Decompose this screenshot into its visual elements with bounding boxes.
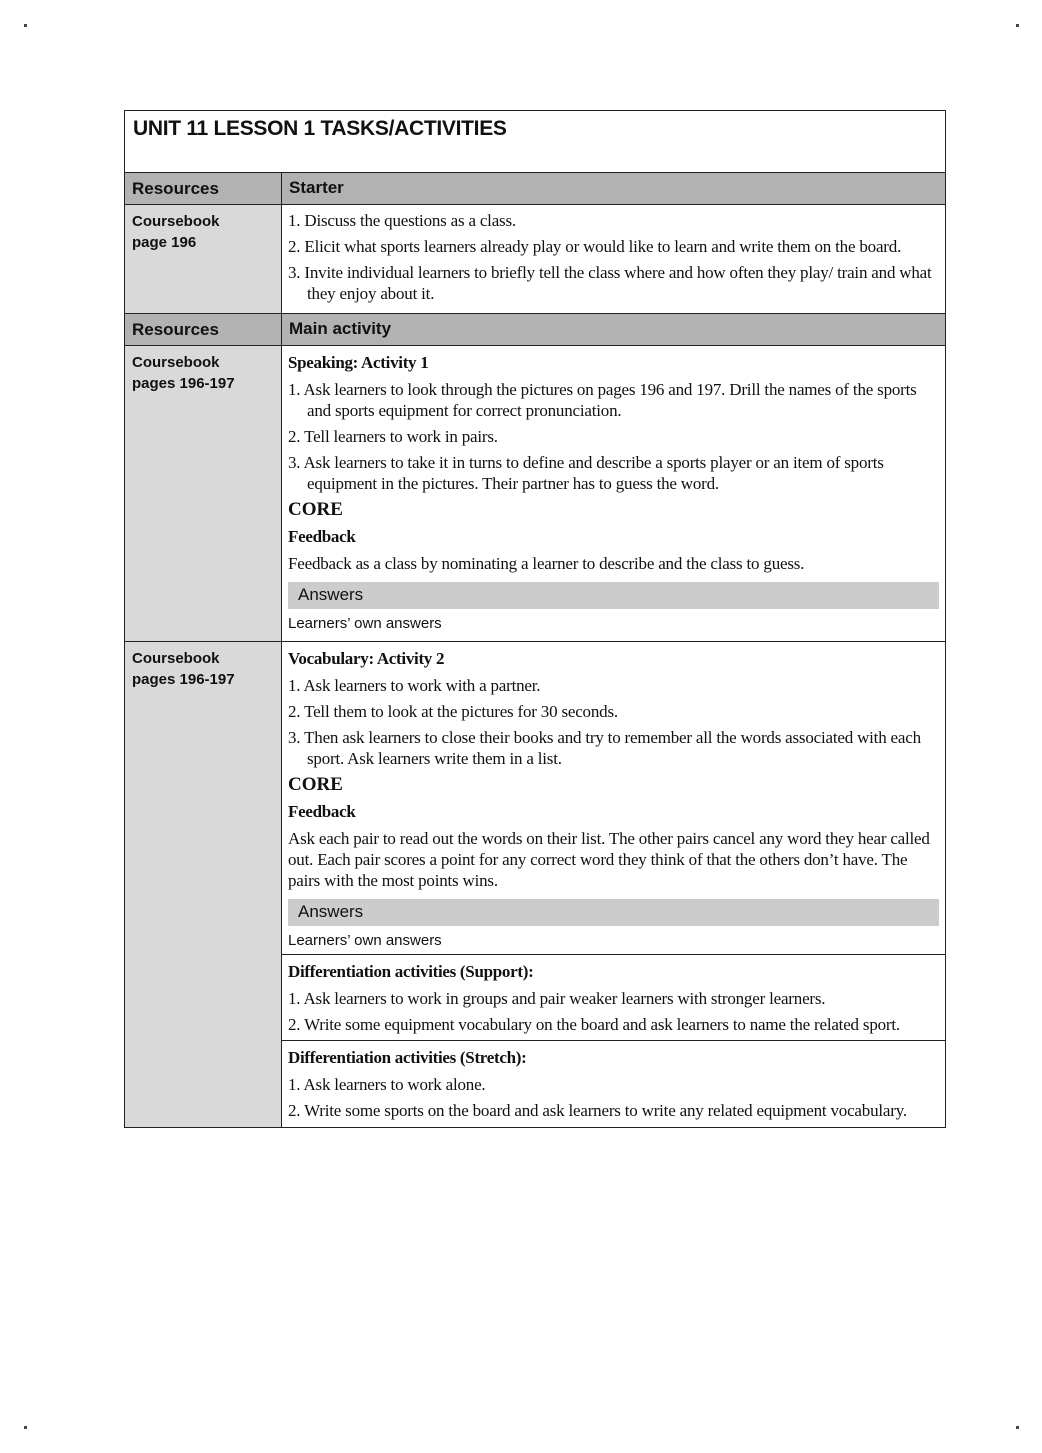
crop-mark <box>24 24 27 27</box>
core-label: CORE <box>288 774 343 795</box>
starter-resource: Coursebook page 196 <box>125 205 282 313</box>
list-item: 1. Ask learners to work alone. <box>288 1075 486 1094</box>
activity1-resource: Coursebook pages 196-197 <box>125 346 282 641</box>
stretch-section <box>282 1040 945 1121</box>
activity2-heading: Vocabulary: Activity 2 <box>288 649 445 668</box>
activity1-heading: Speaking: Activity 1 <box>288 353 429 372</box>
starter-content <box>282 205 945 313</box>
support-heading: Differentiation activities (Support): <box>288 962 534 981</box>
lesson-table <box>124 110 946 1128</box>
answers-label: Answers <box>288 582 939 609</box>
list-item: 3. Ask learners to take it in turns to define and describe a sports player or an item of sports equipment in the pictures. Their partner has to guess the word. <box>288 453 884 493</box>
list-item: 2. Write some equipment vocabulary on the board and ask learners to name the related sport. <box>288 1015 900 1034</box>
list-item: 3. Invite individual learners to briefly tell the class where and how often they play/ train and what they enjoy about it. <box>288 263 932 303</box>
answers-text: Learners’ own answers <box>288 615 442 632</box>
core-label: CORE <box>288 499 343 520</box>
resources-header: Resources <box>125 314 282 345</box>
starter-header-row <box>125 173 945 205</box>
list-item: 1. Ask learners to look through the pictures on pages 196 and 197. Drill the names of the sports and sports equipment for correct pronunciation. <box>288 380 917 420</box>
crop-mark <box>24 1426 27 1429</box>
feedback-heading: Feedback <box>288 802 356 821</box>
activity1-content <box>282 346 945 641</box>
feedback-text: Feedback as a class by nominating a learner to describe and the class to guess. <box>288 554 805 573</box>
crop-mark <box>1016 24 1019 27</box>
starter-row <box>125 205 945 314</box>
page-title: UNIT 11 LESSON 1 TASKS/ACTIVITIES <box>125 111 945 173</box>
list-item: 2. Tell learners to work in pairs. <box>288 427 498 446</box>
answers-text: Learners’ own answers <box>288 932 442 949</box>
feedback-text: Ask each pair to read out the words on their list. The other pairs cancel any word they hear called out. Each pair scores a point for any correct word they think of that the others don’t have. The pairs with the most points wins. <box>288 829 930 890</box>
main-header-row <box>125 314 945 346</box>
list-item: 2. Elicit what sports learners already play or would like to learn and write them on the board. <box>288 237 902 256</box>
answers-label: Answers <box>288 899 939 926</box>
activity2-resource: Coursebook pages 196-197 <box>125 642 282 1127</box>
list-item: 1. Discuss the questions as a class. <box>288 211 516 230</box>
support-section <box>282 954 945 1035</box>
crop-mark <box>1016 1426 1019 1429</box>
feedback-heading: Feedback <box>288 527 356 546</box>
list-item: 2. Tell them to look at the pictures for 30 seconds. <box>288 702 618 721</box>
list-item: 1. Ask learners to work in groups and pair weaker learners with stronger learners. <box>288 989 826 1008</box>
starter-header: Starter <box>282 173 945 204</box>
resources-header: Resources <box>125 173 282 204</box>
list-item: 1. Ask learners to work with a partner. <box>288 676 541 695</box>
list-item: 2. Write some sports on the board and ask learners to write any related equipment vocabulary. <box>288 1101 907 1120</box>
stretch-heading: Differentiation activities (Stretch): <box>288 1048 527 1067</box>
main-activity-header: Main activity <box>282 314 945 345</box>
activity2-content <box>282 642 945 1127</box>
activity1-row <box>125 346 945 642</box>
list-item: 3. Then ask learners to close their books and try to remember all the words associated with each sport. Ask learners write them in a list. <box>288 728 921 768</box>
activity2-row <box>125 642 945 1127</box>
